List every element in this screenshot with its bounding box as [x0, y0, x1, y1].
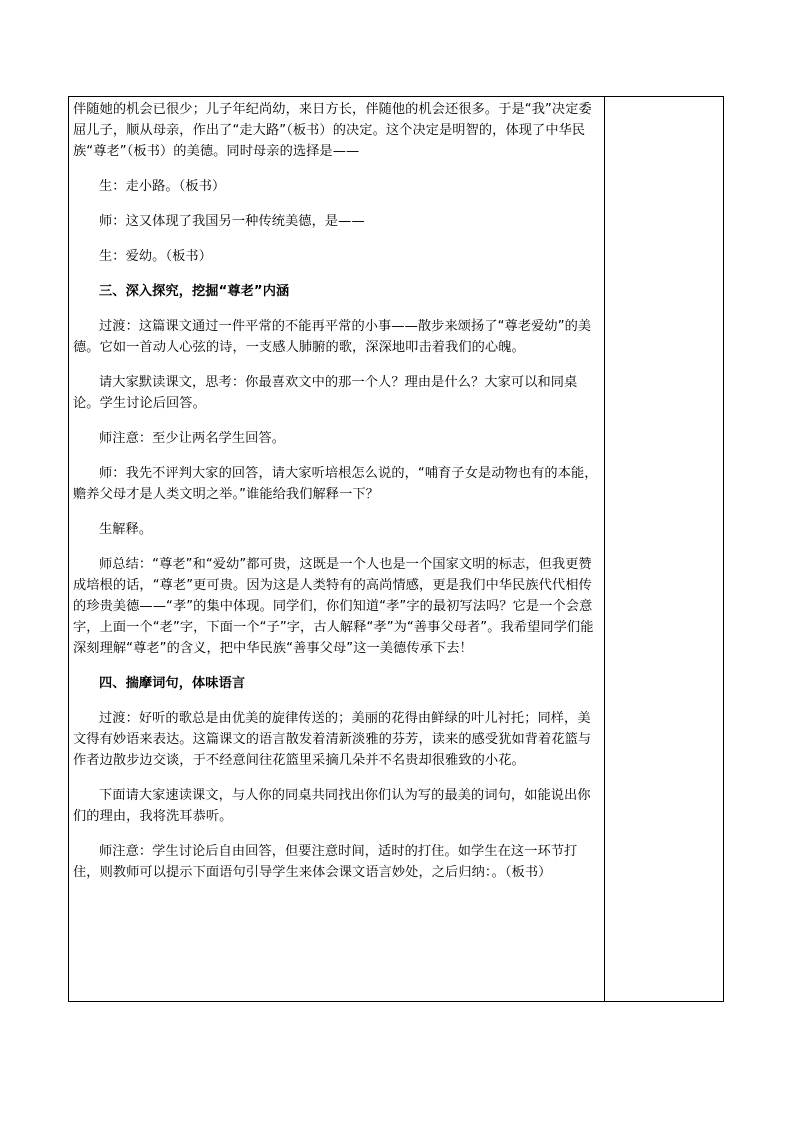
paragraph: 生：爱幼。（板书） [99, 249, 212, 264]
paragraph: 师：我先不评判大家的回答，请大家听培根怎么说的，“哺育子女是动物也有的本能，赡养父母才是人类文明之举。”谁能给我们解释一下？ [73, 466, 598, 502]
paragraph: 过渡：这篇课文通过一件平常的不能再平常的小事——散步来颂扬了“尊老爱幼”的美德。它如一首动人心弦的诗，一支感人肺腑的歌，深深地叩击着我们的心魄。 [73, 319, 592, 355]
paragraph: 生解释。 [99, 522, 153, 537]
section-heading: 三、深入探究，挖掘“尊老”内涵 [99, 284, 290, 299]
paragraph: 下面请大家速读课文，与人你的同桌共同找出你们认为写的最美的词句，如能说出你们的理由，我将洗耳恭听。 [73, 788, 591, 824]
notes-cell [605, 97, 723, 1001]
paragraph: 师：这又体现了我国另一种传统美德，是—— [99, 214, 365, 229]
paragraph: 请大家默读课文，思考：你最喜欢文中的那一个人？理由是什么？大家可以和同桌论。学生讨论后回答。 [73, 375, 578, 411]
section-heading: 四、揣摩词句，体味语言 [99, 676, 246, 691]
paragraph: 伴随她的机会已很少；儿子年纪尚幼，来日方长，伴随他的机会还很多。于是“我”决定委屈儿子，顺从母亲，作出了“走大路”（板书）的决定。这个决定是明智的，体现了中华民族“尊老”（板书）的美德。同时母亲的选择是—— [73, 102, 592, 159]
paragraph: 师注意：至少让两名学生回答。 [99, 431, 286, 446]
paragraph: 生：走小路。（板书） [99, 179, 226, 194]
main-cell [73, 99, 601, 883]
paragraph: 过渡：好听的歌总是由优美的旋律传送的；美丽的花得由鲜绿的叶儿衬托；同样，美文得有妙语来表达。这篇课文的语言散发着清新淡雅的芬芳，读来的感受犹如背着花篮与作者边散步边交谈，于不经意间往花篮里采摘几朵并不名贵却很雅致的小花。 [73, 711, 592, 768]
lesson-table [68, 96, 724, 1002]
paragraph: 师总结：“尊老”和“爱幼”都可贵，这既是一个人也是一个国家文明的标志，但我更赞成培根的话，“尊老”更可贵。因为这是人类特有的高尚情感，更是我们中华民族代代相传的珍贵美德——“孝”的集中体现。同学们，你们知道“孝”字的最初写法吗？它是一个会意字，上面一个“老”字，下面一个“子”字，古人解释“孝”为“善事父母者”。我希望同学们能深刻理解“尊老”的含义，把中华民族“善事父母”这一美德传承下去！ [73, 557, 594, 656]
paragraph: 师注意：学生讨论后自由回答，但要注意时间，适时的打住。如学生在这一环节打住，则教师可以提示下面语句引导学生来体会课文语言妙处，之后归纳：。（板书） [73, 844, 578, 880]
